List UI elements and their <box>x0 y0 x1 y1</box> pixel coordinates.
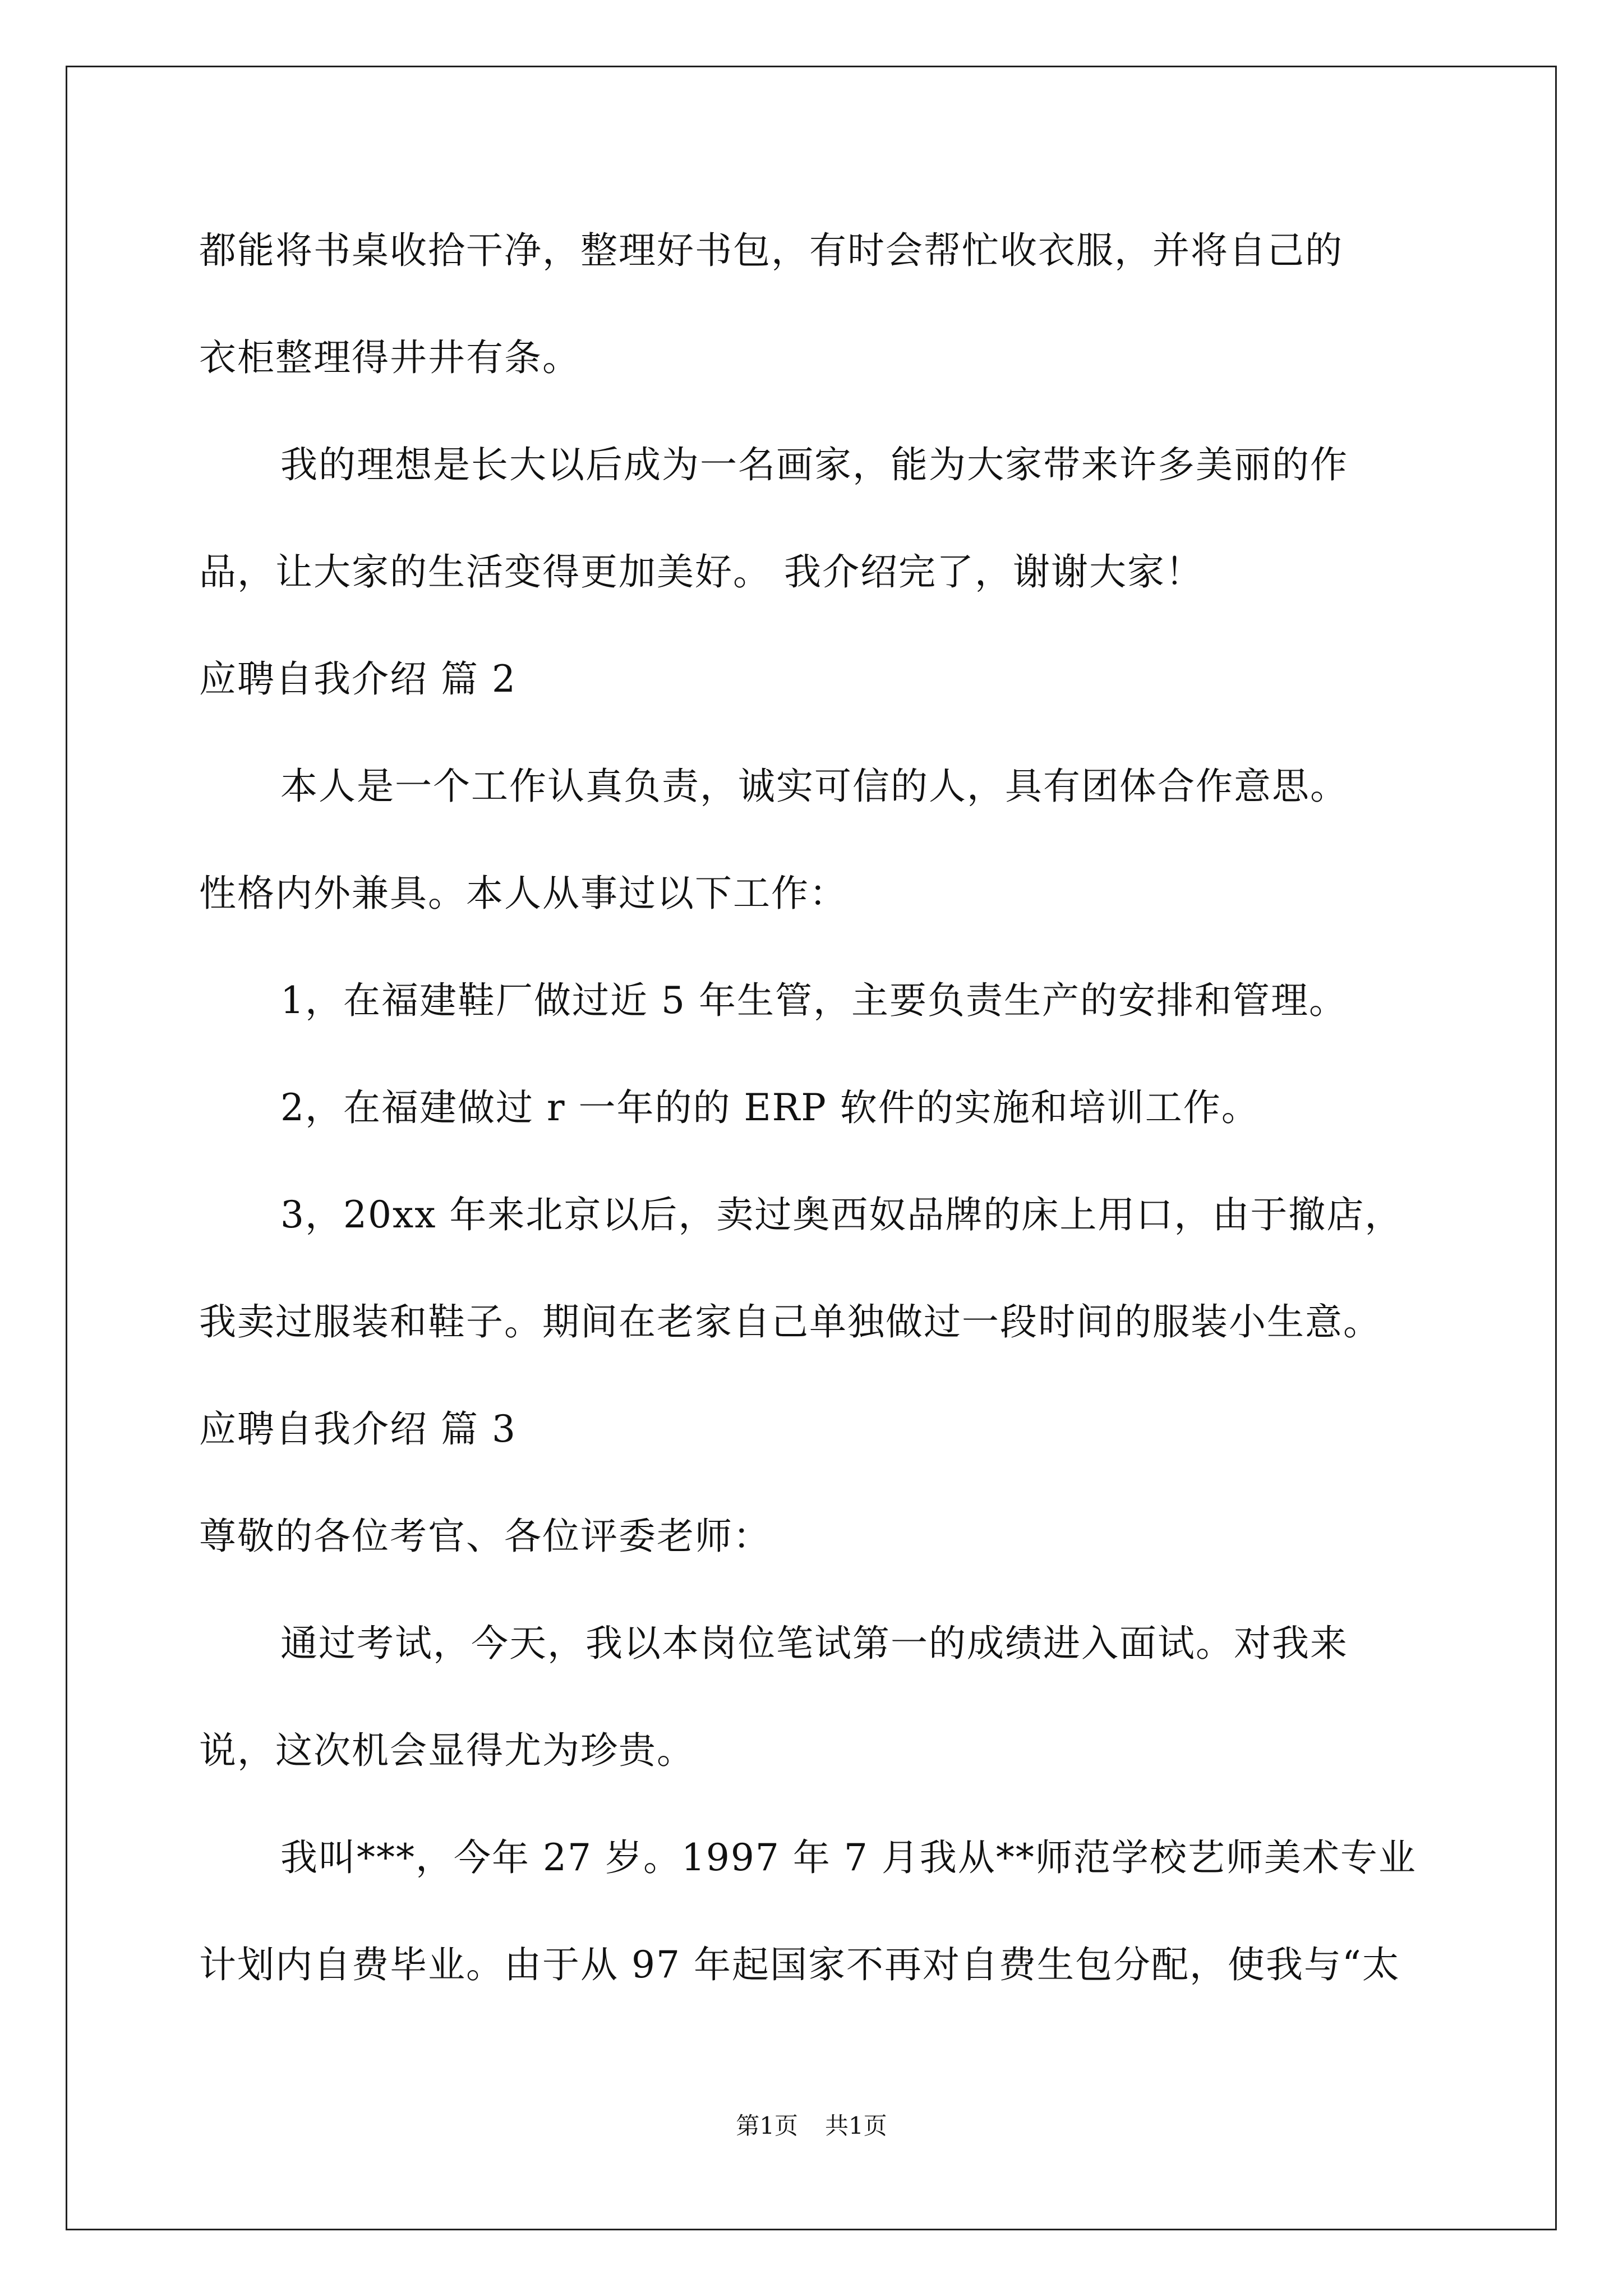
body-text-line: 衣柜整理得井井有条。 <box>199 336 580 379</box>
body-text-line: 品，让大家的生活变得更加美好。 我介绍完了，谢谢大家！ <box>199 550 1204 593</box>
body-text-line: 计划内自费毕业。由于从 97 年起国家不再对自费生包分配，使我与“太 <box>199 1943 1400 1986</box>
body-text-line: 我卖过服装和鞋子。期间在老家自己单独做过一段时间的服装小生意。 <box>199 1300 1381 1343</box>
page-total: 共1页 <box>825 2112 887 2139</box>
list-item: 1，在福建鞋厂做过近 5 年生管，主要负责生产的安排和管理。 <box>280 979 1347 1022</box>
body-text-line: 性格内外兼具。本人从事过以下工作： <box>199 872 847 915</box>
body-text-line: 本人是一个工作认真负责，诚实可信的人，具有团体合作意思。 <box>280 765 1348 808</box>
list-item: 2，在福建做过 r 一年的的 ERP 软件的实施和培训工作。 <box>280 1086 1260 1129</box>
page-number: 第1页 <box>736 2112 798 2139</box>
section-heading: 应聘自我介绍 篇 2 <box>199 657 517 701</box>
body-text-line: 都能将书桌收拾干净，整理好书包，有时会帮忙收衣服，并将自己的 <box>199 229 1343 272</box>
page-footer <box>0 2112 1623 2140</box>
body-text-line: 我的理想是长大以后成为一名画家，能为大家带来许多美丽的作 <box>280 443 1348 486</box>
section-heading: 应聘自我介绍 篇 3 <box>199 1407 517 1451</box>
salutation: 尊敬的各位考官、各位评委老师： <box>199 1515 771 1558</box>
body-text-line: 说，这次机会显得尤为珍贵。 <box>199 1729 695 1772</box>
list-item: 3，20xx 年来北京以后，卖过奥西奴品牌的床上用口，由于撤店， <box>280 1193 1403 1236</box>
body-text-line: 我叫***，今年 27 岁。1997 年 7 月我从**师范学校艺师美术专业 <box>280 1836 1417 1879</box>
page-border <box>66 66 1557 2230</box>
body-text-line: 通过考试，今天，我以本岗位笔试第一的成绩进入面试。对我来 <box>280 1622 1348 1665</box>
